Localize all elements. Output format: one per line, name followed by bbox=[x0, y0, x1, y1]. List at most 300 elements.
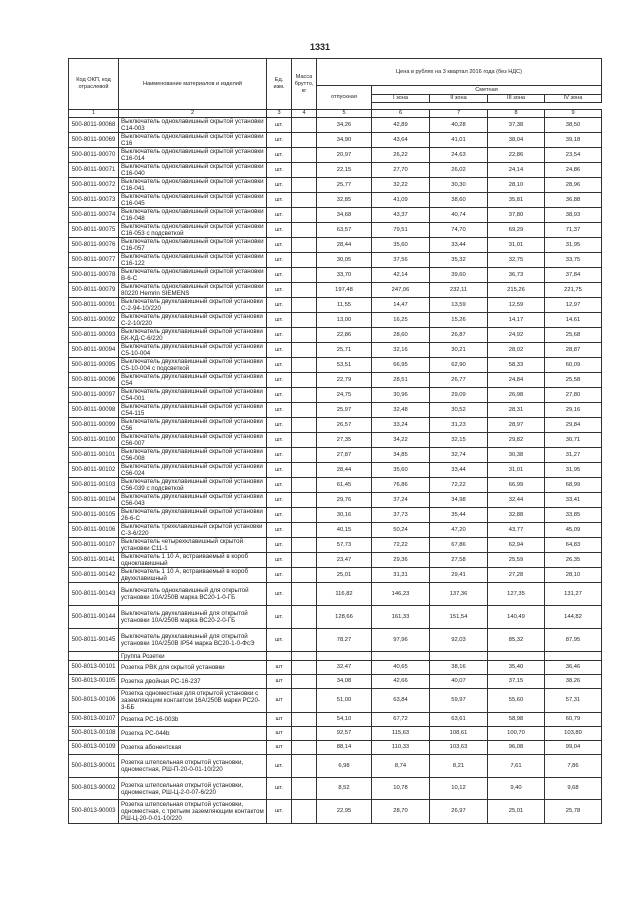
item-code bbox=[69, 652, 119, 661]
price-zone3 bbox=[488, 652, 545, 661]
price-zone3: 58,33 bbox=[488, 358, 545, 373]
price-zone1: 37,73 bbox=[372, 508, 430, 523]
item-unit: шт. bbox=[267, 238, 292, 253]
price-zone2: 30,52 bbox=[430, 403, 488, 418]
item-unit: шт. bbox=[267, 448, 292, 463]
price-retail: 29,76 bbox=[317, 493, 372, 508]
item-name: Выключатель двухклавишный скрытой установки С56-008 bbox=[119, 448, 267, 463]
item-name: Выключатель двухклавишный скрытой установки С-2-94-10/220 bbox=[119, 298, 267, 313]
price-zone4: 31,27 bbox=[545, 448, 602, 463]
price-zone4: 29,84 bbox=[545, 418, 602, 433]
item-name: Розетка штепсельная открытой установки, одноместная, с третьим заземляющим контактом РШ-Ц-20-0-01-10/220 bbox=[119, 800, 267, 824]
item-name: Выключатель одноклавишный скрытой установки С16-057 bbox=[119, 238, 267, 253]
price-zone3: 69,29 bbox=[488, 223, 545, 238]
item-mass bbox=[292, 523, 317, 538]
item-name: Выключатель двухклавишный скрытой установки 26-6-С bbox=[119, 508, 267, 523]
price-zone2: 47,20 bbox=[430, 523, 488, 538]
item-code: 500-8013-00101 bbox=[69, 661, 119, 675]
price-zone1: 34,22 bbox=[372, 433, 430, 448]
price-zone1: 79,51 bbox=[372, 223, 430, 238]
item-code: 500-8011-90099 bbox=[69, 418, 119, 433]
item-code: 500-8011-90104 bbox=[69, 493, 119, 508]
price-retail: 28,44 bbox=[317, 238, 372, 253]
item-code: 500-8011-90141 bbox=[69, 553, 119, 568]
item-unit: шт bbox=[267, 661, 292, 675]
item-unit: шт. bbox=[267, 388, 292, 403]
item-code: 500-8011-90096 bbox=[69, 373, 119, 388]
price-zone1 bbox=[372, 652, 430, 661]
price-zone3: 24,14 bbox=[488, 163, 545, 178]
price-retail: 78,27 bbox=[317, 629, 372, 652]
item-name: Выключатель двухклавишный скрытой установки С56 bbox=[119, 418, 267, 433]
price-zone4: 31,95 bbox=[545, 238, 602, 253]
item-code: 500-8013-00106 bbox=[69, 689, 119, 713]
price-zone4: 7,86 bbox=[545, 755, 602, 778]
price-zone2: 108,61 bbox=[430, 727, 488, 741]
item-unit: шт. bbox=[267, 178, 292, 193]
item-mass bbox=[292, 178, 317, 193]
table-row bbox=[69, 755, 602, 778]
item-mass bbox=[292, 508, 317, 523]
item-code: 500-8011-90079 bbox=[69, 283, 119, 298]
item-name: Выключатель двухклавишный скрытой установки С-2-10/220 bbox=[119, 313, 267, 328]
price-zone3: 35,40 bbox=[488, 661, 545, 675]
header-retail: отпускная bbox=[317, 86, 372, 110]
item-name: Выключатель одноклавишный скрытой установки В-6-С bbox=[119, 268, 267, 283]
item-mass bbox=[292, 388, 317, 403]
price-zone1: 42,89 bbox=[372, 118, 430, 133]
column-number: 1 bbox=[69, 110, 119, 118]
item-code: 500-8011-90142 bbox=[69, 568, 119, 583]
price-retail: 32,85 bbox=[317, 193, 372, 208]
item-mass bbox=[292, 268, 317, 283]
header-zone2: II зона bbox=[430, 95, 488, 103]
price-zone2: 34,98 bbox=[430, 493, 488, 508]
price-zone1: 43,37 bbox=[372, 208, 430, 223]
item-mass bbox=[292, 755, 317, 778]
item-unit: шт. bbox=[267, 629, 292, 652]
column-number: 5 bbox=[317, 110, 372, 118]
price-zone1: 42,66 bbox=[372, 675, 430, 689]
item-name: Выключатель одноклавишный скрытой установки С16 bbox=[119, 133, 267, 148]
item-code: 500-8011-90093 bbox=[69, 328, 119, 343]
item-code: 500-8011-90069 bbox=[69, 133, 119, 148]
price-zone4: 12,97 bbox=[545, 298, 602, 313]
price-zone4: 9,68 bbox=[545, 778, 602, 800]
table-row bbox=[69, 778, 602, 800]
price-retail: 128,66 bbox=[317, 606, 372, 629]
price-zone2: 15,26 bbox=[430, 313, 488, 328]
price-zone4: 144,82 bbox=[545, 606, 602, 629]
price-zone4: 103,80 bbox=[545, 727, 602, 741]
item-mass bbox=[292, 298, 317, 313]
price-zone1: 37,56 bbox=[372, 253, 430, 268]
price-zone1: 28,51 bbox=[372, 373, 430, 388]
price-retail: 28,44 bbox=[317, 463, 372, 478]
price-zone2: 32,74 bbox=[430, 448, 488, 463]
item-name: Выключатель одноклавишный скрытой установки С16-045 bbox=[119, 193, 267, 208]
item-unit: шт. bbox=[267, 253, 292, 268]
item-code: 500-8011-90144 bbox=[69, 606, 119, 629]
price-zone3: 85,32 bbox=[488, 629, 545, 652]
item-name: Выключатель двухклавишный скрытой установки БК-КД-С-6/220 bbox=[119, 328, 267, 343]
item-name: Выключатель одноклавишный для открытой установки 10А/250В марка ВС20-1-0-ГБ bbox=[119, 583, 267, 606]
item-mass bbox=[292, 689, 317, 713]
item-code: 500-8011-90105 bbox=[69, 508, 119, 523]
price-zone2: 29,41 bbox=[430, 568, 488, 583]
item-mass bbox=[292, 148, 317, 163]
item-name: Выключатель двухклавишный скрытой установки С54-001 bbox=[119, 388, 267, 403]
price-zone3: 28,02 bbox=[488, 343, 545, 358]
price-retail: 25,71 bbox=[317, 343, 372, 358]
item-name: Выключатель 1 10 А, встраиваемый в короб двухклавишный bbox=[119, 568, 267, 583]
table-row bbox=[69, 675, 602, 689]
item-unit: шт. bbox=[267, 193, 292, 208]
price-zone4: 28,96 bbox=[545, 178, 602, 193]
price-zone3: 100,70 bbox=[488, 727, 545, 741]
price-zone4: 36,88 bbox=[545, 193, 602, 208]
price-zone4: 71,37 bbox=[545, 223, 602, 238]
price-retail: 54,10 bbox=[317, 713, 372, 727]
item-mass bbox=[292, 583, 317, 606]
price-retail: 8,52 bbox=[317, 778, 372, 800]
price-retail: 11,55 bbox=[317, 298, 372, 313]
price-zone3: 37,80 bbox=[488, 208, 545, 223]
price-zone4: 33,75 bbox=[545, 253, 602, 268]
price-zone2: 27,58 bbox=[430, 553, 488, 568]
table-row bbox=[69, 328, 602, 343]
item-code: 500-8011-90071 bbox=[69, 163, 119, 178]
item-unit: шт. bbox=[267, 778, 292, 800]
price-retail: 22,86 bbox=[317, 328, 372, 343]
price-zone1: 72,22 bbox=[372, 538, 430, 553]
price-zone3: 32,75 bbox=[488, 253, 545, 268]
price-zone1: 32,16 bbox=[372, 343, 430, 358]
price-zone4: 99,04 bbox=[545, 741, 602, 755]
price-zone2: 26,02 bbox=[430, 163, 488, 178]
price-zone1: 50,24 bbox=[372, 523, 430, 538]
price-zone3: 43,77 bbox=[488, 523, 545, 538]
price-retail: 30,05 bbox=[317, 253, 372, 268]
price-zone2: 151,54 bbox=[430, 606, 488, 629]
table-row bbox=[69, 223, 602, 238]
price-zone4: 26,35 bbox=[545, 553, 602, 568]
item-code: 500-8011-90107 bbox=[69, 538, 119, 553]
table-row bbox=[69, 163, 602, 178]
price-zone4: 221,75 bbox=[545, 283, 602, 298]
item-mass bbox=[292, 418, 317, 433]
price-retail: 6,98 bbox=[317, 755, 372, 778]
item-name: Выключатель двухклавишный скрытой установки С5-10-004 bbox=[119, 343, 267, 358]
price-retail: 92,57 bbox=[317, 727, 372, 741]
table-row bbox=[69, 298, 602, 313]
price-zone4: 60,79 bbox=[545, 713, 602, 727]
item-code: 500-8011-90070 bbox=[69, 148, 119, 163]
table-row bbox=[69, 373, 602, 388]
header-unit: Ед. изм. bbox=[267, 59, 292, 110]
price-zone2: 32,15 bbox=[430, 433, 488, 448]
price-zone2: 35,44 bbox=[430, 508, 488, 523]
price-zone1: 76,86 bbox=[372, 478, 430, 493]
item-name: Розетка штепсельная открытой установки, одноместная, РШ-П-20-0-01-10/220 bbox=[119, 755, 267, 778]
price-zone4: 38,50 bbox=[545, 118, 602, 133]
item-unit: шт. bbox=[267, 508, 292, 523]
item-unit: шт. bbox=[267, 283, 292, 298]
price-zone2: 63,61 bbox=[430, 713, 488, 727]
item-unit: шт. bbox=[267, 328, 292, 343]
table-row bbox=[69, 193, 602, 208]
item-unit: шт. bbox=[267, 268, 292, 283]
price-zone3: 7,61 bbox=[488, 755, 545, 778]
item-code: 500-8011-90106 bbox=[69, 523, 119, 538]
column-number: 6 bbox=[372, 110, 430, 118]
price-zone2: 30,21 bbox=[430, 343, 488, 358]
item-name: Розетка РС-044b bbox=[119, 727, 267, 741]
item-name: Выключатель 1 10 А, встраиваемый в короб одноклавишный bbox=[119, 553, 267, 568]
price-retail: 20,97 bbox=[317, 148, 372, 163]
item-code: 500-8011-90102 bbox=[69, 463, 119, 478]
price-retail: 27,35 bbox=[317, 433, 372, 448]
item-code: 500-8011-90072 bbox=[69, 178, 119, 193]
item-unit: шт. bbox=[267, 523, 292, 538]
item-mass bbox=[292, 800, 317, 824]
item-name: Розетка абонентская bbox=[119, 741, 267, 755]
price-zone1: 110,33 bbox=[372, 741, 430, 755]
table-row bbox=[69, 713, 602, 727]
price-zone4: 33,41 bbox=[545, 493, 602, 508]
price-zone4: 38,26 bbox=[545, 675, 602, 689]
item-mass bbox=[292, 778, 317, 800]
item-unit: шт. bbox=[267, 463, 292, 478]
price-zone4: 27,80 bbox=[545, 388, 602, 403]
price-zone3: 25,59 bbox=[488, 553, 545, 568]
price-zone1: 8,74 bbox=[372, 755, 430, 778]
table-row bbox=[69, 661, 602, 675]
table-row bbox=[69, 418, 602, 433]
price-retail: 34,90 bbox=[317, 133, 372, 148]
price-zone2: 26,77 bbox=[430, 373, 488, 388]
table-row bbox=[69, 283, 602, 298]
item-name: Розетка РС-16-003b bbox=[119, 713, 267, 727]
item-mass bbox=[292, 493, 317, 508]
table-row bbox=[69, 553, 602, 568]
item-code: 500-8011-90075 bbox=[69, 223, 119, 238]
table-row bbox=[69, 606, 602, 629]
header-zone4: IV зона bbox=[545, 95, 602, 103]
item-unit: шт bbox=[267, 727, 292, 741]
price-zone2: 29,09 bbox=[430, 388, 488, 403]
item-unit: шт bbox=[267, 689, 292, 713]
price-zone3: 140,49 bbox=[488, 606, 545, 629]
price-zone1: 161,33 bbox=[372, 606, 430, 629]
price-zone1: 33,24 bbox=[372, 418, 430, 433]
item-name: Выключатель двухклавишный для открытой установки 10А/250В марка ВС20-2-0-ГБ bbox=[119, 606, 267, 629]
item-mass bbox=[292, 193, 317, 208]
price-retail: 63,57 bbox=[317, 223, 372, 238]
price-zone2: 41,01 bbox=[430, 133, 488, 148]
item-name: Розетка двойная РС-16-237 bbox=[119, 675, 267, 689]
item-unit: шт. bbox=[267, 208, 292, 223]
table-row bbox=[69, 463, 602, 478]
item-mass bbox=[292, 118, 317, 133]
price-zone4: 25,78 bbox=[545, 800, 602, 824]
item-name: Выключатель двухклавишный скрытой установки С54-115 bbox=[119, 403, 267, 418]
item-mass bbox=[292, 661, 317, 675]
item-code: 500-8011-90091 bbox=[69, 298, 119, 313]
item-mass bbox=[292, 463, 317, 478]
item-unit: шт. bbox=[267, 553, 292, 568]
item-unit: шт. bbox=[267, 313, 292, 328]
price-retail: 25,77 bbox=[317, 178, 372, 193]
item-mass bbox=[292, 433, 317, 448]
item-name: Выключатель двухклавишный скрытой установки С56-043 bbox=[119, 493, 267, 508]
price-retail: 22,15 bbox=[317, 163, 372, 178]
header-mass: Масса брутто, кг bbox=[292, 59, 317, 110]
page-number: 1331 bbox=[309, 42, 331, 52]
item-unit: шт. bbox=[267, 118, 292, 133]
item-unit: шт. bbox=[267, 343, 292, 358]
header-code: Код ОКП, код отраслевой bbox=[69, 59, 119, 110]
price-zone2: 67,86 bbox=[430, 538, 488, 553]
item-mass bbox=[292, 403, 317, 418]
item-unit: шт. bbox=[267, 755, 292, 778]
column-number: 7 bbox=[430, 110, 488, 118]
price-zone4: 25,58 bbox=[545, 373, 602, 388]
price-zone4: 29,16 bbox=[545, 403, 602, 418]
price-zone1: 30,96 bbox=[372, 388, 430, 403]
price-zone4: 57,31 bbox=[545, 689, 602, 713]
header-name: Наименование материалов и изделий bbox=[119, 59, 267, 110]
price-zone2 bbox=[430, 652, 488, 661]
price-zone3: 96,08 bbox=[488, 741, 545, 755]
item-code: 500-8013-90001 bbox=[69, 755, 119, 778]
item-code: 500-8013-00109 bbox=[69, 741, 119, 755]
item-code: 500-8013-00108 bbox=[69, 727, 119, 741]
item-unit: шт. bbox=[267, 298, 292, 313]
table-row bbox=[69, 583, 602, 606]
item-mass bbox=[292, 328, 317, 343]
item-mass bbox=[292, 727, 317, 741]
price-zone1: 247,06 bbox=[372, 283, 430, 298]
item-name: Выключатель двухклавишный скрытой установки С56-007 bbox=[119, 433, 267, 448]
price-retail: 13,00 bbox=[317, 313, 372, 328]
price-retail: 24,75 bbox=[317, 388, 372, 403]
price-zone4: 14,61 bbox=[545, 313, 602, 328]
price-zone3: 9,40 bbox=[488, 778, 545, 800]
price-zone1: 41,09 bbox=[372, 193, 430, 208]
price-zone1: 35,60 bbox=[372, 238, 430, 253]
price-zone2: 38,16 bbox=[430, 661, 488, 675]
item-mass bbox=[292, 478, 317, 493]
header-zone3: III зона bbox=[488, 95, 545, 103]
price-zone3: 35,81 bbox=[488, 193, 545, 208]
price-zone2: 30,30 bbox=[430, 178, 488, 193]
price-zone1: 26,22 bbox=[372, 148, 430, 163]
item-code: 500-8011-90078 bbox=[69, 268, 119, 283]
price-retail: 88,14 bbox=[317, 741, 372, 755]
item-unit: шт. bbox=[267, 433, 292, 448]
price-zone3: 32,88 bbox=[488, 508, 545, 523]
item-code: 500-8011-90073 bbox=[69, 193, 119, 208]
item-unit: шт. bbox=[267, 493, 292, 508]
price-retail: 116,82 bbox=[317, 583, 372, 606]
table-row bbox=[69, 448, 602, 463]
item-code: 500-8013-00105 bbox=[69, 675, 119, 689]
price-retail bbox=[317, 652, 372, 661]
price-zone2: 72,22 bbox=[430, 478, 488, 493]
item-unit: шт. bbox=[267, 223, 292, 238]
table-row bbox=[69, 433, 602, 448]
item-mass bbox=[292, 343, 317, 358]
item-unit: шт. bbox=[267, 418, 292, 433]
price-zone4: 64,83 bbox=[545, 538, 602, 553]
price-zone4: 30,71 bbox=[545, 433, 602, 448]
price-retail: 32,47 bbox=[317, 661, 372, 675]
price-zone4: 38,93 bbox=[545, 208, 602, 223]
price-zone3: 58,98 bbox=[488, 713, 545, 727]
item-code: 500-8011-90100 bbox=[69, 433, 119, 448]
price-retail: 57,73 bbox=[317, 538, 372, 553]
table-row bbox=[69, 493, 602, 508]
item-unit: шт bbox=[267, 675, 292, 689]
table-row bbox=[69, 148, 602, 163]
item-name: Выключатель четырехклавишный скрытой установки С11-1 bbox=[119, 538, 267, 553]
item-mass bbox=[292, 448, 317, 463]
item-name: Выключатель одноклавишный скрытой установки С16-122 bbox=[119, 253, 267, 268]
item-name: Выключатель одноклавишный скрытой установки С16-053 с подсветкой bbox=[119, 223, 267, 238]
price-zone2: 33,44 bbox=[430, 238, 488, 253]
price-zone4: 87,95 bbox=[545, 629, 602, 652]
item-code: 500-8011-90145 bbox=[69, 629, 119, 652]
price-retail: 25,97 bbox=[317, 403, 372, 418]
price-zone2: 38,60 bbox=[430, 193, 488, 208]
price-zone1: 32,48 bbox=[372, 403, 430, 418]
table-row bbox=[69, 313, 602, 328]
table-row bbox=[69, 133, 602, 148]
group-row bbox=[69, 652, 602, 661]
item-mass bbox=[292, 208, 317, 223]
price-zone3: 31,01 bbox=[488, 238, 545, 253]
price-retail: 23,47 bbox=[317, 553, 372, 568]
price-zone3: 38,04 bbox=[488, 133, 545, 148]
item-unit: шт. bbox=[267, 800, 292, 824]
price-zone1: 66,95 bbox=[372, 358, 430, 373]
price-zone2: 26,87 bbox=[430, 328, 488, 343]
price-zone2: 59,97 bbox=[430, 689, 488, 713]
price-zone3: 24,92 bbox=[488, 328, 545, 343]
price-zone1: 29,36 bbox=[372, 553, 430, 568]
table-row bbox=[69, 478, 602, 493]
price-zone1: 28,60 bbox=[372, 328, 430, 343]
price-zone3: 32,44 bbox=[488, 493, 545, 508]
price-retail: 61,45 bbox=[317, 478, 372, 493]
item-name: Выключатель одноклавишный скрытой установки С14-003 bbox=[119, 118, 267, 133]
column-numbers-row bbox=[69, 110, 602, 118]
table-row bbox=[69, 523, 602, 538]
price-zone2: 26,97 bbox=[430, 800, 488, 824]
price-zone1: 10,78 bbox=[372, 778, 430, 800]
price-retail: 197,48 bbox=[317, 283, 372, 298]
price-zone4: 39,18 bbox=[545, 133, 602, 148]
price-zone4: 37,84 bbox=[545, 268, 602, 283]
table-row bbox=[69, 800, 602, 824]
header-zone1: I зона bbox=[372, 95, 430, 103]
price-zone3: 215,26 bbox=[488, 283, 545, 298]
price-zone2: 39,60 bbox=[430, 268, 488, 283]
price-zone3: 29,82 bbox=[488, 433, 545, 448]
price-retail: 27,87 bbox=[317, 448, 372, 463]
price-zone1: 35,60 bbox=[372, 463, 430, 478]
